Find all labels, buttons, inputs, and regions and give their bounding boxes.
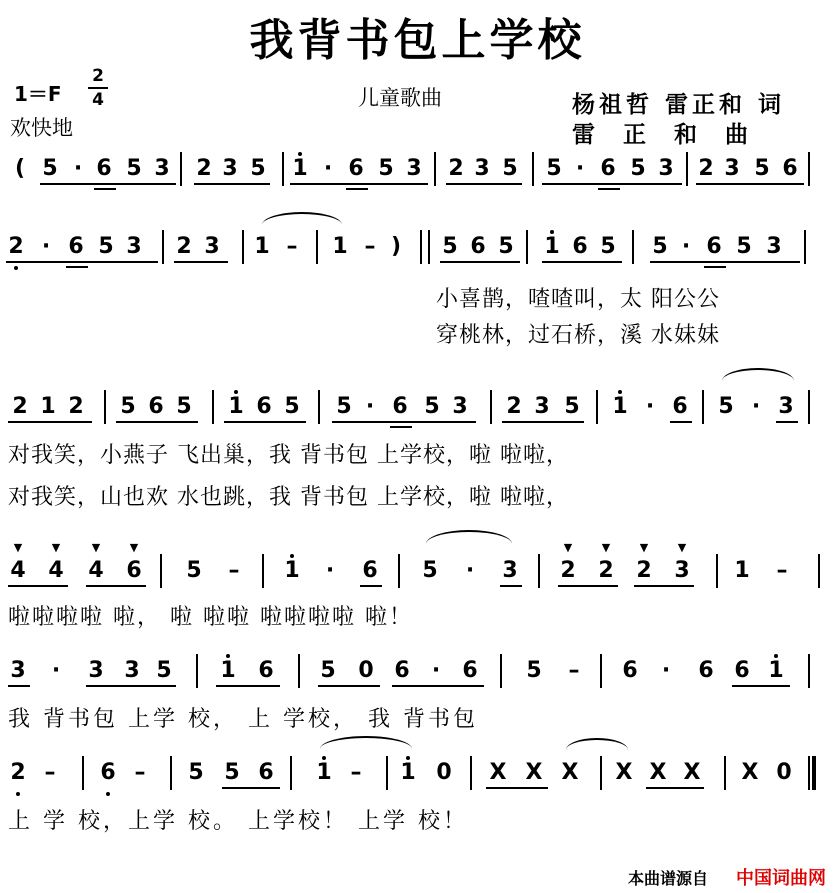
song-title: 我背书包上学校	[249, 15, 586, 66]
note: –	[350, 760, 362, 785]
barline	[162, 230, 164, 264]
barline	[538, 554, 540, 588]
note: 2	[12, 394, 28, 419]
note: –	[776, 558, 788, 583]
underline-beam	[542, 183, 682, 185]
note: 1	[734, 558, 750, 583]
note: 3	[724, 156, 740, 181]
barline	[196, 654, 198, 688]
note: 5	[498, 234, 514, 259]
octave-dot-high	[226, 654, 230, 658]
barline	[500, 654, 502, 688]
lyric-line-6: 我 背书包 上学 校， 上 学校， 我 背书包	[8, 707, 478, 732]
time-signature-top: 2	[92, 66, 104, 86]
accent-mark: ▼	[563, 541, 573, 554]
note: 0	[436, 760, 452, 785]
note: 3	[452, 394, 468, 419]
note: 3	[222, 156, 238, 181]
note: 1	[228, 394, 244, 419]
barline	[282, 152, 284, 186]
barline	[490, 390, 492, 424]
note: 2	[176, 234, 192, 259]
note: X	[561, 760, 579, 785]
note: 0	[776, 760, 792, 785]
note: 2	[636, 558, 652, 583]
note: 5	[320, 658, 336, 683]
note: X	[649, 760, 667, 785]
note: 3	[502, 558, 518, 583]
note: 6	[258, 760, 274, 785]
note: –	[568, 658, 580, 683]
note: X	[741, 760, 759, 785]
lyricist-credit: 杨祖哲 雷正和 词	[572, 92, 786, 118]
note: 6	[96, 156, 112, 181]
note: ·	[751, 394, 761, 419]
note: ·	[325, 558, 335, 583]
barline	[434, 152, 436, 186]
note: 3	[126, 234, 142, 259]
key-signature: 1＝F	[14, 82, 62, 106]
underline-beam	[86, 585, 146, 587]
note: 5	[564, 394, 580, 419]
underline-beam	[174, 261, 228, 263]
underline-beam	[40, 183, 176, 185]
note: 2	[10, 760, 26, 785]
underline-beam	[392, 685, 484, 687]
underline-beam	[646, 787, 704, 789]
note: 5	[718, 394, 734, 419]
barline	[600, 654, 602, 688]
lyric-line-1: 小喜鹊，喳喳叫，太 阳公公	[436, 287, 720, 312]
barline	[808, 390, 810, 424]
barline	[170, 756, 172, 790]
tie-slur	[426, 530, 512, 558]
barline	[104, 390, 106, 424]
octave-dot-high	[290, 554, 294, 558]
barline	[160, 554, 162, 588]
underline-beam	[542, 261, 622, 263]
underline-beam	[8, 585, 68, 587]
underline-beam	[558, 585, 618, 587]
barline	[398, 554, 400, 588]
note: 1	[316, 760, 332, 785]
barline	[818, 554, 820, 588]
note: –	[134, 760, 146, 785]
underline-beam	[194, 183, 270, 185]
octave-dot-low	[106, 792, 110, 796]
tie-slur	[566, 738, 628, 762]
note: 6	[68, 234, 84, 259]
note: 5	[630, 156, 646, 181]
note: 5	[754, 156, 770, 181]
barline	[420, 230, 422, 264]
note: (	[14, 156, 26, 181]
note: 1	[332, 234, 348, 259]
note: 3	[154, 156, 170, 181]
octave-dot-high	[550, 230, 554, 234]
time-signature	[88, 66, 108, 110]
barline	[470, 756, 472, 790]
underline-beam	[696, 183, 804, 185]
underline-beam	[86, 685, 176, 687]
note: 6	[126, 558, 142, 583]
octave-dot-high	[298, 152, 302, 156]
underline-beam	[360, 585, 382, 587]
tie-slur	[262, 212, 342, 238]
barline	[808, 756, 810, 790]
note: 3	[534, 394, 550, 419]
barline	[262, 554, 264, 588]
note: 5	[176, 394, 192, 419]
lyric-line-7: 上 学 校，上学 校。 上学校！ 上学 校！	[8, 809, 468, 834]
note: 5	[378, 156, 394, 181]
note: ·	[661, 658, 671, 683]
note: 3	[88, 658, 104, 683]
note: 3	[124, 658, 140, 683]
note: 3	[674, 558, 690, 583]
note: –	[364, 234, 376, 259]
composer-credit: 雷正和曲	[572, 122, 776, 148]
note: 3	[778, 394, 794, 419]
underline-beam	[446, 183, 522, 185]
underline-beam	[8, 685, 30, 687]
barline	[180, 152, 182, 186]
note: 6	[394, 658, 410, 683]
note: 5	[186, 558, 202, 583]
underline-beam	[500, 585, 522, 587]
underline-beam	[502, 421, 584, 423]
note: 5	[736, 234, 752, 259]
note: 5	[442, 234, 458, 259]
note: ·	[73, 156, 83, 181]
note: 6	[572, 234, 588, 259]
barline	[596, 390, 598, 424]
note: ·	[431, 658, 441, 683]
note: 5	[424, 394, 440, 419]
note: 5	[42, 156, 58, 181]
note: 1	[40, 394, 56, 419]
note: 4	[10, 558, 26, 583]
barline	[242, 230, 244, 264]
note: 6	[470, 234, 486, 259]
note: ·	[51, 658, 61, 683]
note: 1	[254, 234, 270, 259]
accent-mark: ▼	[91, 541, 101, 554]
note: ·	[323, 156, 333, 181]
note: 6	[462, 658, 478, 683]
note: 2	[506, 394, 522, 419]
accent-mark: ▼	[51, 541, 61, 554]
note: 1	[220, 658, 236, 683]
barline	[290, 756, 292, 790]
time-signature-line	[88, 87, 108, 89]
note: 1	[292, 156, 308, 181]
note: 3	[204, 234, 220, 259]
octave-dot-high	[618, 390, 622, 394]
note: X	[683, 760, 701, 785]
barline	[632, 230, 634, 264]
underline-beam	[8, 421, 92, 423]
note: 3	[766, 234, 782, 259]
note: 5	[600, 234, 616, 259]
note: 6	[782, 156, 798, 181]
accent-mark: ▼	[129, 541, 139, 554]
underline-beam	[486, 787, 548, 789]
note: 6	[622, 658, 638, 683]
octave-dot-high	[774, 654, 778, 658]
note: ·	[645, 394, 655, 419]
note: 5	[250, 156, 266, 181]
tempo-marking: 欢快地	[10, 116, 73, 140]
underline-beam	[332, 421, 476, 423]
underline-beam	[598, 188, 620, 190]
tie-slur	[722, 368, 794, 394]
note: 6	[362, 558, 378, 583]
underline-beam	[224, 421, 306, 423]
note: 5	[98, 234, 114, 259]
note: 5	[546, 156, 562, 181]
note: 3	[658, 156, 674, 181]
barline	[808, 152, 810, 186]
underline-beam	[670, 421, 692, 423]
underline-beam	[732, 685, 790, 687]
note: –	[44, 760, 56, 785]
genre-label: 儿童歌曲	[358, 86, 442, 110]
note: 5	[652, 234, 668, 259]
note: 6	[706, 234, 722, 259]
barline	[532, 152, 534, 186]
note: 1	[400, 760, 416, 785]
note: 1	[284, 558, 300, 583]
note: 5	[526, 658, 542, 683]
barline	[702, 390, 704, 424]
accent-mark: ▼	[13, 541, 23, 554]
note: 5	[502, 156, 518, 181]
accent-mark: ▼	[639, 541, 649, 554]
note: 0	[358, 658, 374, 683]
note: 4	[88, 558, 104, 583]
note: 3	[474, 156, 490, 181]
note: 5	[188, 760, 204, 785]
barline	[298, 654, 300, 688]
note: 2	[598, 558, 614, 583]
underline-beam	[116, 421, 198, 423]
note: 6	[100, 760, 116, 785]
underline-beam	[318, 685, 380, 687]
barline	[212, 390, 214, 424]
octave-dot-low	[14, 266, 18, 270]
barline	[808, 654, 810, 688]
note: 6	[392, 394, 408, 419]
barline	[804, 230, 806, 264]
note: 6	[600, 156, 616, 181]
note: 5	[224, 760, 240, 785]
underline-beam	[216, 685, 280, 687]
lyric-line-2: 穿桃林，过石桥，溪 水妹妹	[436, 323, 720, 348]
underline-beam	[94, 188, 116, 190]
time-signature-bottom: 4	[92, 90, 104, 110]
note: 1	[544, 234, 560, 259]
underline-beam	[650, 261, 800, 263]
barline	[724, 756, 726, 790]
note: 1	[768, 658, 784, 683]
note: 2	[560, 558, 576, 583]
note: ·	[365, 394, 375, 419]
lyric-line-5: 啦啦啦啦 啦， 啦 啦啦 啦啦啦啦 啦！	[8, 605, 413, 630]
lyric-line-3: 对我笑，小燕子 飞出巢，我 背书包 上学校，啦 啦啦，	[8, 443, 569, 468]
note: ·	[465, 558, 475, 583]
tie-slur	[320, 736, 412, 762]
barline	[318, 390, 320, 424]
note: 2	[196, 156, 212, 181]
underline-beam	[634, 585, 694, 587]
note: 6	[258, 658, 274, 683]
underline-beam	[222, 787, 280, 789]
barline	[428, 230, 430, 264]
underline-beam	[346, 188, 368, 190]
note: 1	[612, 394, 628, 419]
note: 2	[68, 394, 84, 419]
underline-beam	[290, 183, 428, 185]
source-label: 本曲谱源自	[628, 869, 709, 888]
note: 5	[336, 394, 352, 419]
barline	[526, 230, 528, 264]
note: 4	[48, 558, 64, 583]
underline-beam	[390, 426, 412, 428]
barline	[716, 554, 718, 588]
note: –	[228, 558, 240, 583]
note: ·	[41, 234, 51, 259]
note: 3	[406, 156, 422, 181]
note: 6	[256, 394, 272, 419]
note: X	[615, 760, 633, 785]
note: 5	[120, 394, 136, 419]
note: 6	[348, 156, 364, 181]
note: 5	[422, 558, 438, 583]
note: 5	[156, 658, 172, 683]
barline	[82, 756, 84, 790]
lyric-line-4: 对我笑，山也欢 水也跳，我 背书包 上学校，啦 啦啦，	[8, 485, 569, 510]
final-barline	[812, 756, 816, 790]
note: 6	[672, 394, 688, 419]
underline-beam	[6, 261, 158, 263]
site-name: 中国词曲网	[736, 868, 826, 889]
note: X	[525, 760, 543, 785]
note: )	[390, 234, 402, 259]
octave-dot-high	[234, 390, 238, 394]
note: 6	[734, 658, 750, 683]
note: –	[286, 234, 298, 259]
underline-beam	[66, 266, 88, 268]
accent-mark: ▼	[601, 541, 611, 554]
note: 2	[698, 156, 714, 181]
note: ·	[575, 156, 585, 181]
note: 6	[698, 658, 714, 683]
note: 5	[284, 394, 300, 419]
barline	[686, 152, 688, 186]
underline-beam	[776, 421, 798, 423]
note: 2	[448, 156, 464, 181]
note: 2	[8, 234, 24, 259]
note: X	[489, 760, 507, 785]
note: ·	[681, 234, 691, 259]
underline-beam	[440, 261, 520, 263]
note: 5	[126, 156, 142, 181]
accent-mark: ▼	[677, 541, 687, 554]
note: 6	[148, 394, 164, 419]
octave-dot-low	[16, 792, 20, 796]
underline-beam	[704, 266, 726, 268]
note: 3	[10, 658, 26, 683]
